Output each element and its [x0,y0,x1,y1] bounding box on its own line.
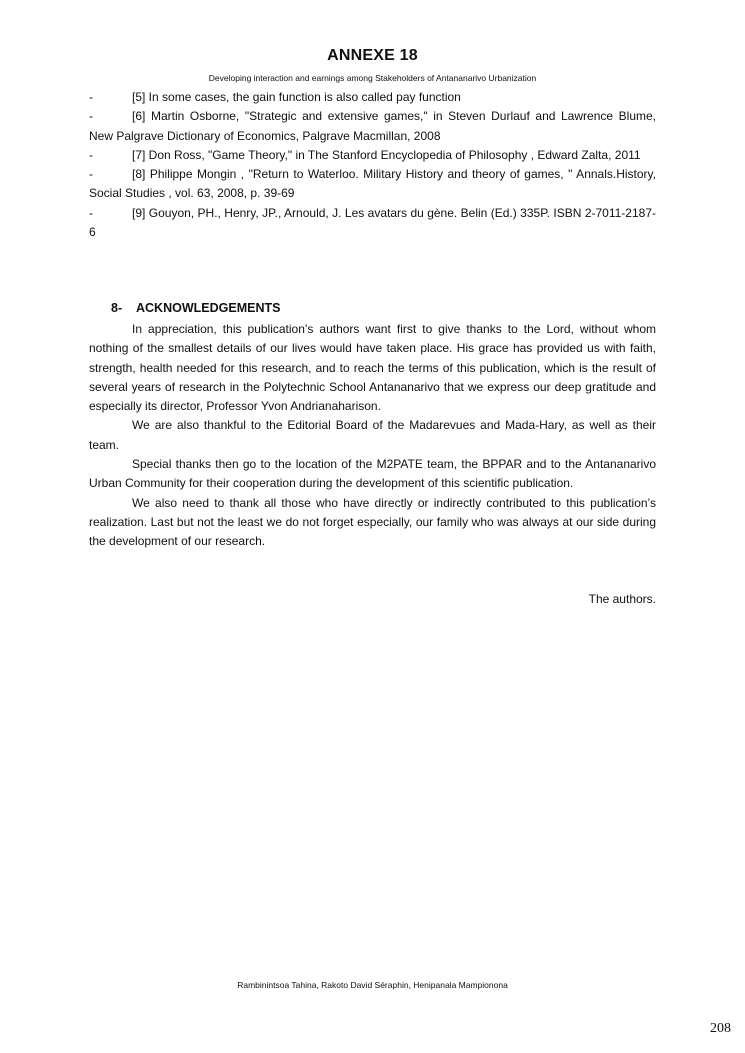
reference-dash: - [89,205,93,220]
paragraph: In appreciation, this publication’s authors want first to give thanks to the Lord, without whom nothing of the smallest details of our lives would have taken place. His grace has provided us with faith, strength, health needed for this research, and to reach the terms of this publication, which is the result of several years of research in the Polytechnic School Antananarivo that we express our deep gratitude and especially its director, Professor Yvon Andrianaharison. [89,322,656,414]
reference-dash: - [89,167,93,182]
reference-text: [8] Philippe Mongin , "Return to Waterloo. Military History and theory of games, " Annals.History, Social Studies , vol. 63, 2008, p. 39-69 [89,167,656,201]
section-number: 8- [111,301,123,315]
reference-dash: - [89,109,93,124]
reference-item [89,204,656,243]
section-title: ACKNOWLEDGEMENTS [136,301,281,315]
footer-authors: Rambinintsoa Tahina, Rakoto David Séraphin, Henipanala Mampionona [237,980,508,990]
reference-text: [7] Don Ross, "Game Theory," in The Stanford Encyclopedia of Philosophy , Edward Zalta, 2011 [132,147,641,162]
reference-dash: - [89,147,93,162]
reference-text: [6] Martin Osborne, "Strategic and extensive games," in Steven Durlauf and Lawrence Blume, New Palgrave Dictionary of Economics, Palgrave Macmillan, 2008 [89,109,656,143]
paragraph: We also need to thank all those who have directly or indirectly contributed to this publication’s realization. Last but not the least we do not forget especially, our family who was always at our side during the development of our research. [89,495,656,549]
reference-dash: - [89,90,93,104]
reference-list [89,88,656,242]
reference-text: [5] In some cases, the gain function is also called pay function [132,90,461,104]
paragraph: We are also thankful to the Editorial Board of the Madarevues and Mada-Hary, as well as their team. [89,418,656,452]
section-heading [111,301,280,315]
page-subtitle: Developing interaction and earnings among Stakeholders of Antananarivo Urbanization [208,73,537,83]
page-number: 208 [710,1021,731,1036]
reference-text: [9] Gouyon, PH., Henry, JP., Arnould, J. Les avatars du gène. Belin (Ed.) 335P. ISBN 2-7011-2187-6 [89,205,656,240]
page-title: ANNEXE 18 [327,47,418,64]
reference-item [89,165,656,204]
acknowledgements-body [89,320,656,552]
reference-item [89,146,656,165]
signature: The authors. [588,592,656,606]
paragraph: Special thanks then go to the location of the M2PATE team, the BPPAR and to the Antananarivo Urban Community for their cooperation during the development of this scientific publication. [89,457,656,491]
reference-item [89,88,656,107]
reference-item [89,107,656,146]
